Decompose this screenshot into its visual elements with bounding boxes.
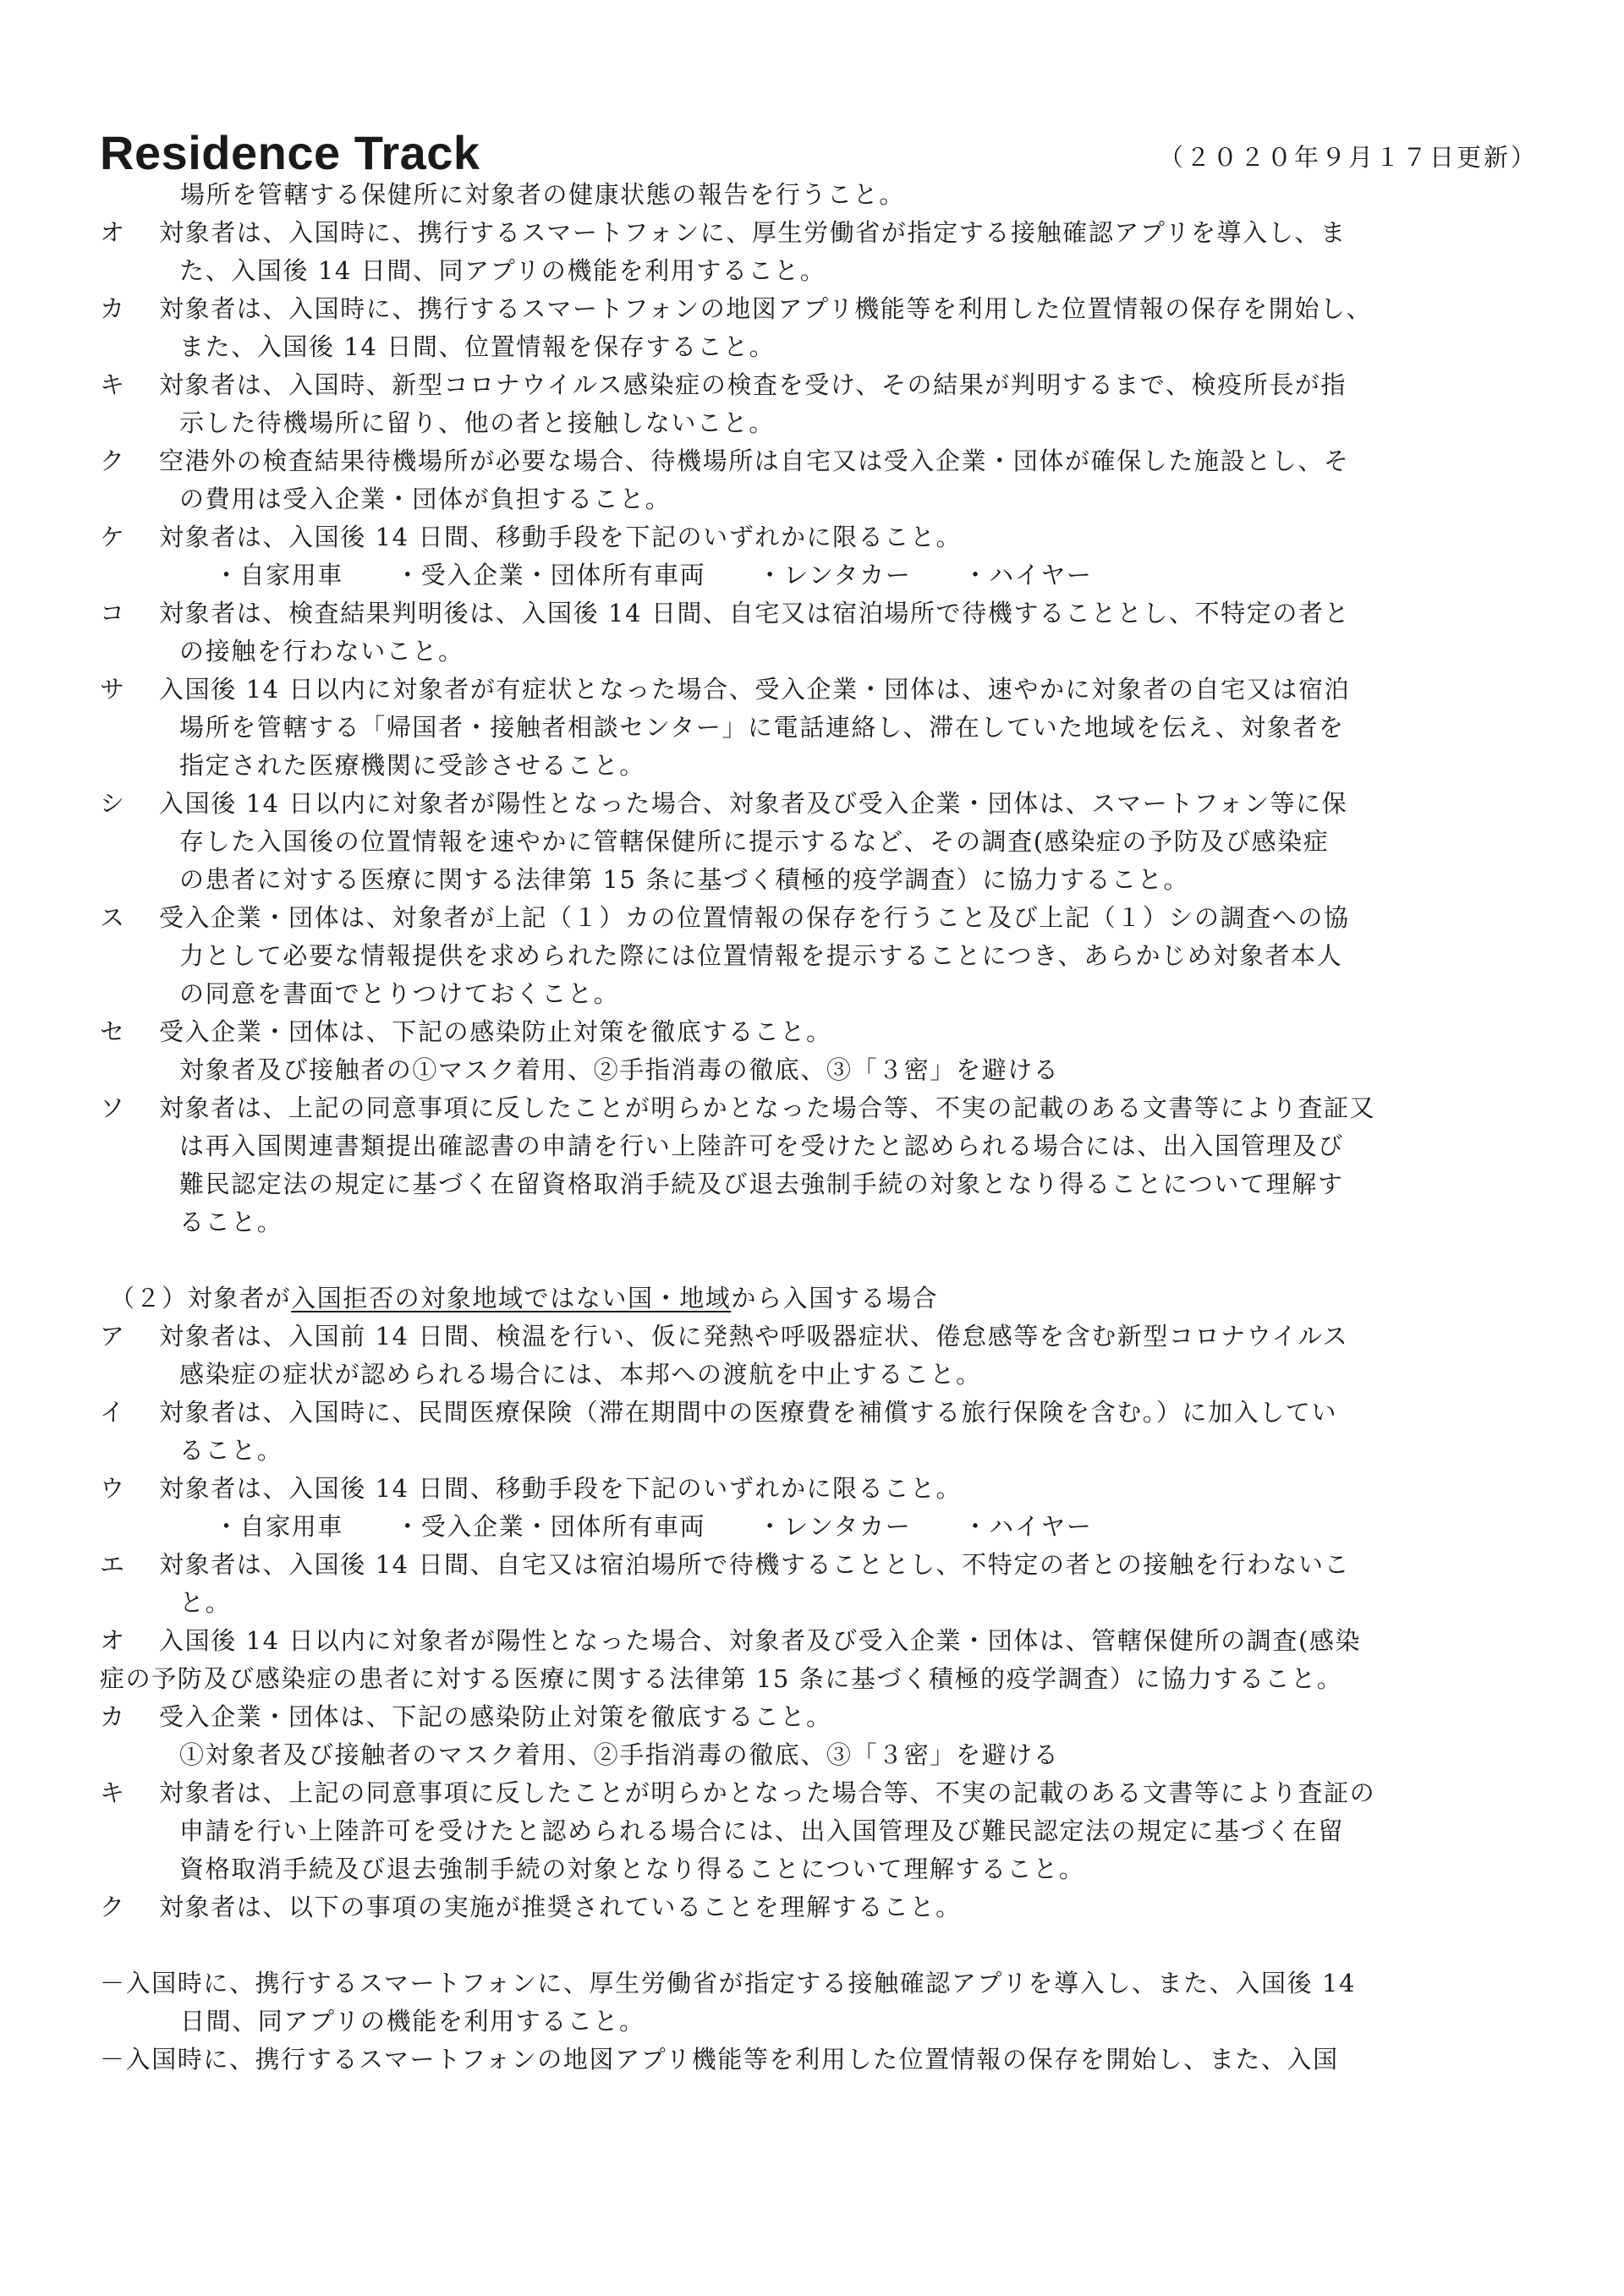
item-line: 受入企業・団体は、対象者が上記（１）カの位置情報の保存を行うこと及び上記（１）シの調査への協 [159, 903, 1350, 932]
item-continuation-line: の患者に対する医療に関する法律第 15 条に基づく積極的疫学調査）に協力すること。 [179, 865, 1189, 894]
item-continuation-line: の接触を行わないこと。 [179, 637, 464, 666]
recommended-list [100, 1964, 1538, 2079]
item-marker: ク [100, 447, 126, 475]
top-continuation: 場所を管轄する保健所に対象者の健康状態の報告を行うこと。 [180, 180, 905, 209]
item-marker: セ [100, 1017, 126, 1046]
list-item [100, 671, 1538, 785]
item-marker: オ [100, 1626, 126, 1655]
item-text [159, 1622, 1538, 1660]
item-continuation-line: の費用は受入企業・団体が負担すること。 [179, 485, 672, 513]
item-line: 対象者は、上記の同意事項に反したことが明らかとなった場合等、不実の記載のある文書等により査証又 [159, 1093, 1376, 1122]
list-item [100, 1013, 1538, 1089]
item-line: 対象者は、入国後 14 日間、移動手段を下記のいずれかに限ること。 [159, 523, 963, 551]
list-item [100, 1774, 1538, 1888]
document-title: Residence Track [100, 126, 480, 179]
item-text [159, 671, 1538, 785]
item-continuation-line: 難民認定法の規定に基づく在留資格取消手続及び退去強制手続の対象となり得ることについて理解す [179, 1170, 1344, 1198]
section-2-heading-prefix: （２）対象者が [110, 1284, 292, 1312]
list-item [100, 1089, 1538, 1241]
item-line: 対象者は、入国時、新型コロナウイルス感染症の検査を受け、その結果が判明するまで、検疫所長が指 [159, 370, 1347, 399]
list-item [100, 785, 1538, 899]
item-continuation-line: 日間、同アプリの機能を利用すること。 [180, 2007, 645, 2036]
item-text [159, 1394, 1538, 1470]
item-continuation-line: ること。 [179, 1208, 283, 1236]
list-item [100, 1622, 1538, 1660]
item-wrap-line: 症の予防及び感染症の患者に対する医療に関する法律第 15 条に基づく積極的疫学調査）に協力すること。 [100, 1664, 1343, 1693]
item-continuation-line: 指定された医療機関に受診させること。 [179, 751, 645, 780]
item-text [159, 366, 1538, 442]
list-item [100, 899, 1538, 1013]
item-text [159, 1318, 1538, 1394]
item-text [159, 785, 1538, 899]
item-text [159, 1888, 1538, 1926]
item-text [159, 899, 1538, 1013]
section-2-heading-suffix: から入国する場合 [731, 1284, 939, 1312]
item-text [159, 442, 1538, 518]
item-continuation-line: た、入国後 14 日間、同アプリの機能を利用すること。 [179, 256, 826, 285]
item-continuation-line: 力として必要な情報提供を求められた際には位置情報を提示することにつき、あらかじめ対象者本人 [179, 941, 1343, 970]
list-item [100, 1888, 1538, 1926]
item-continuation-line: 場所を管轄する「帰国者・接触者相談センター」に電話連絡し、滞在していた地域を伝え、対象者を [179, 713, 1345, 742]
section-1-list [100, 214, 1538, 1241]
item-marker: エ [100, 1550, 126, 1579]
list-item [100, 290, 1538, 366]
item-marker: ク [100, 1893, 126, 1921]
item-line: －入国時に、携行するスマートフォンの地図アプリ機能等を利用した位置情報の保存を開始し、また、入国 [100, 2045, 1339, 2074]
update-date: （２０２０年９月１７日更新） [1158, 143, 1538, 172]
list-item [100, 1470, 1538, 1508]
list-item [100, 518, 1538, 556]
item-line: 対象者は、以下の事項の実施が推奨されていることを理解すること。 [159, 1893, 962, 1921]
section-2-list [100, 1318, 1538, 1926]
item-continuation-line: 存した入国後の位置情報を速やかに管轄保健所に提示するなど、その調査(感染症の予防及び感染症 [179, 827, 1330, 856]
item-line: 対象者は、入国時に、民間医療保険（滞在期間中の医療費を補償する旅行保険を含む。）に加入してい [159, 1398, 1338, 1427]
item-text [159, 595, 1538, 671]
item-text [159, 1089, 1538, 1241]
item-text [159, 1013, 1538, 1089]
list-item [100, 214, 1538, 290]
item-line: 対象者は、入国時に、携行するスマートフォンの地図アプリ機能等を利用した位置情報の保存を開始し、 [159, 294, 1373, 323]
spacer [100, 1926, 1538, 1964]
item-marker: キ [100, 1778, 126, 1807]
item-marker: カ [100, 294, 126, 323]
item-text [159, 518, 1538, 556]
item-continuation-line: は再入国関連書類提出確認書の申請を行い上陸許可を受けたと認められる場合には、出入国管理及び [179, 1132, 1345, 1160]
item-continuation-line: ること。 [179, 1436, 283, 1465]
transport-options: ・自家用車 ・受入企業・団体所有車両 ・レンタカー ・ハイヤー [214, 1512, 1093, 1541]
item-continuation-line: 感染症の症状が認められる場合には、本邦への渡航を中止すること。 [179, 1360, 982, 1389]
item-continuation-line: 資格取消手続及び退去強制手続の対象となり得ることについて理解すること。 [179, 1855, 1085, 1883]
item-marker: ス [100, 903, 126, 932]
item-line: 空港外の検査結果待機場所が必要な場合、待機場所は自宅又は受入企業・団体が確保した施設とし、そ [159, 447, 1350, 475]
list-item [100, 1546, 1538, 1622]
list-item [100, 1318, 1538, 1394]
list-item [100, 595, 1538, 671]
item-line: 対象者は、入国後 14 日間、移動手段を下記のいずれかに限ること。 [159, 1474, 963, 1503]
item-continuation-line: 対象者及び接触者の①マスク着用、②手指消毒の徹底、③「３密」を避ける [179, 1055, 1060, 1084]
recommended-item [100, 1964, 1538, 2041]
item-line: －入国時に、携行するスマートフォンに、厚生労働省が指定する接触確認アプリを導入し、また、入国後 14 [100, 1969, 1357, 1997]
item-text [159, 290, 1538, 366]
item-text [159, 1774, 1538, 1888]
item-line: 対象者は、上記の同意事項に反したことが明らかとなった場合等、不実の記載のある文書等により査証の [159, 1778, 1376, 1807]
item-text [159, 1546, 1538, 1622]
item-continuation-line: 示した待機場所に留り、他の者と接触しないこと。 [179, 408, 775, 437]
document-page [100, 127, 1538, 2079]
item-marker: シ [100, 789, 126, 818]
item-marker: ソ [100, 1093, 126, 1122]
item-marker: ア [100, 1322, 126, 1351]
list-item [100, 1698, 1538, 1774]
list-item [100, 1394, 1538, 1470]
item-line: 受入企業・団体は、下記の感染防止対策を徹底すること。 [159, 1017, 832, 1046]
item-continuation-line: また、入国後 14 日間、位置情報を保存すること。 [179, 332, 776, 361]
item-line: 入国後 14 日以内に対象者が有症状となった場合、受入企業・団体は、速やかに対象者の自宅又は宿泊 [159, 675, 1351, 704]
item-marker: サ [100, 675, 126, 704]
spacer [100, 1241, 1538, 1280]
document-header [100, 127, 1538, 186]
item-continuation-line: 申請を行い上陸許可を受けたと認められる場合には、出入国管理及び難民認定法の規定に基づく在留 [179, 1817, 1345, 1845]
item-text [159, 1698, 1538, 1774]
item-marker: コ [100, 599, 126, 627]
item-continuation-line: と。 [179, 1588, 232, 1617]
item-continuation-line: ①対象者及び接触者のマスク着用、②手指消毒の徹底、③「３密」を避ける [179, 1740, 1060, 1769]
recommended-item [100, 2041, 1538, 2079]
transport-options: ・自家用車 ・受入企業・団体所有車両 ・レンタカー ・ハイヤー [214, 561, 1093, 589]
item-marker: オ [100, 218, 126, 247]
item-line: 入国後 14 日以内に対象者が陽性となった場合、対象者及び受入企業・団体は、スマートフォン等に保 [159, 789, 1348, 818]
item-text [159, 1470, 1538, 1508]
item-continuation-line: の同意を書面でとりつけておくこと。 [179, 979, 620, 1008]
item-line: 受入企業・団体は、下記の感染防止対策を徹底すること。 [159, 1702, 832, 1731]
item-line: 対象者は、検査結果判明後は、入国後 14 日間、自宅又は宿泊場所で待機することとし、不特定の者と [159, 599, 1351, 627]
item-marker: イ [100, 1398, 126, 1427]
list-item [100, 442, 1538, 518]
item-text [159, 214, 1538, 290]
item-marker: ケ [100, 523, 126, 551]
section-2-heading-underlined: 入国拒否の対象地域ではない国・地域 [291, 1284, 732, 1312]
item-line: 入国後 14 日以内に対象者が陽性となった場合、対象者及び受入企業・団体は、管轄保健所の調査(感染 [159, 1626, 1362, 1655]
item-marker: ウ [100, 1474, 126, 1503]
item-line: 対象者は、入国後 14 日間、自宅又は宿泊場所で待機することとし、不特定の者との接触を行わないこ [159, 1550, 1351, 1579]
list-item [100, 366, 1538, 442]
item-marker: キ [100, 370, 126, 399]
section-2-heading [100, 1280, 1538, 1318]
item-line: 対象者は、入国時に、携行するスマートフォンに、厚生労働省が指定する接触確認アプリを導入し、ま [159, 218, 1347, 247]
item-line: 対象者は、入国前 14 日間、検温を行い、仮に発熱や呼吸器症状、倦怠感等を含む新型コロナウイルス [159, 1322, 1349, 1351]
item-marker: カ [100, 1702, 126, 1731]
